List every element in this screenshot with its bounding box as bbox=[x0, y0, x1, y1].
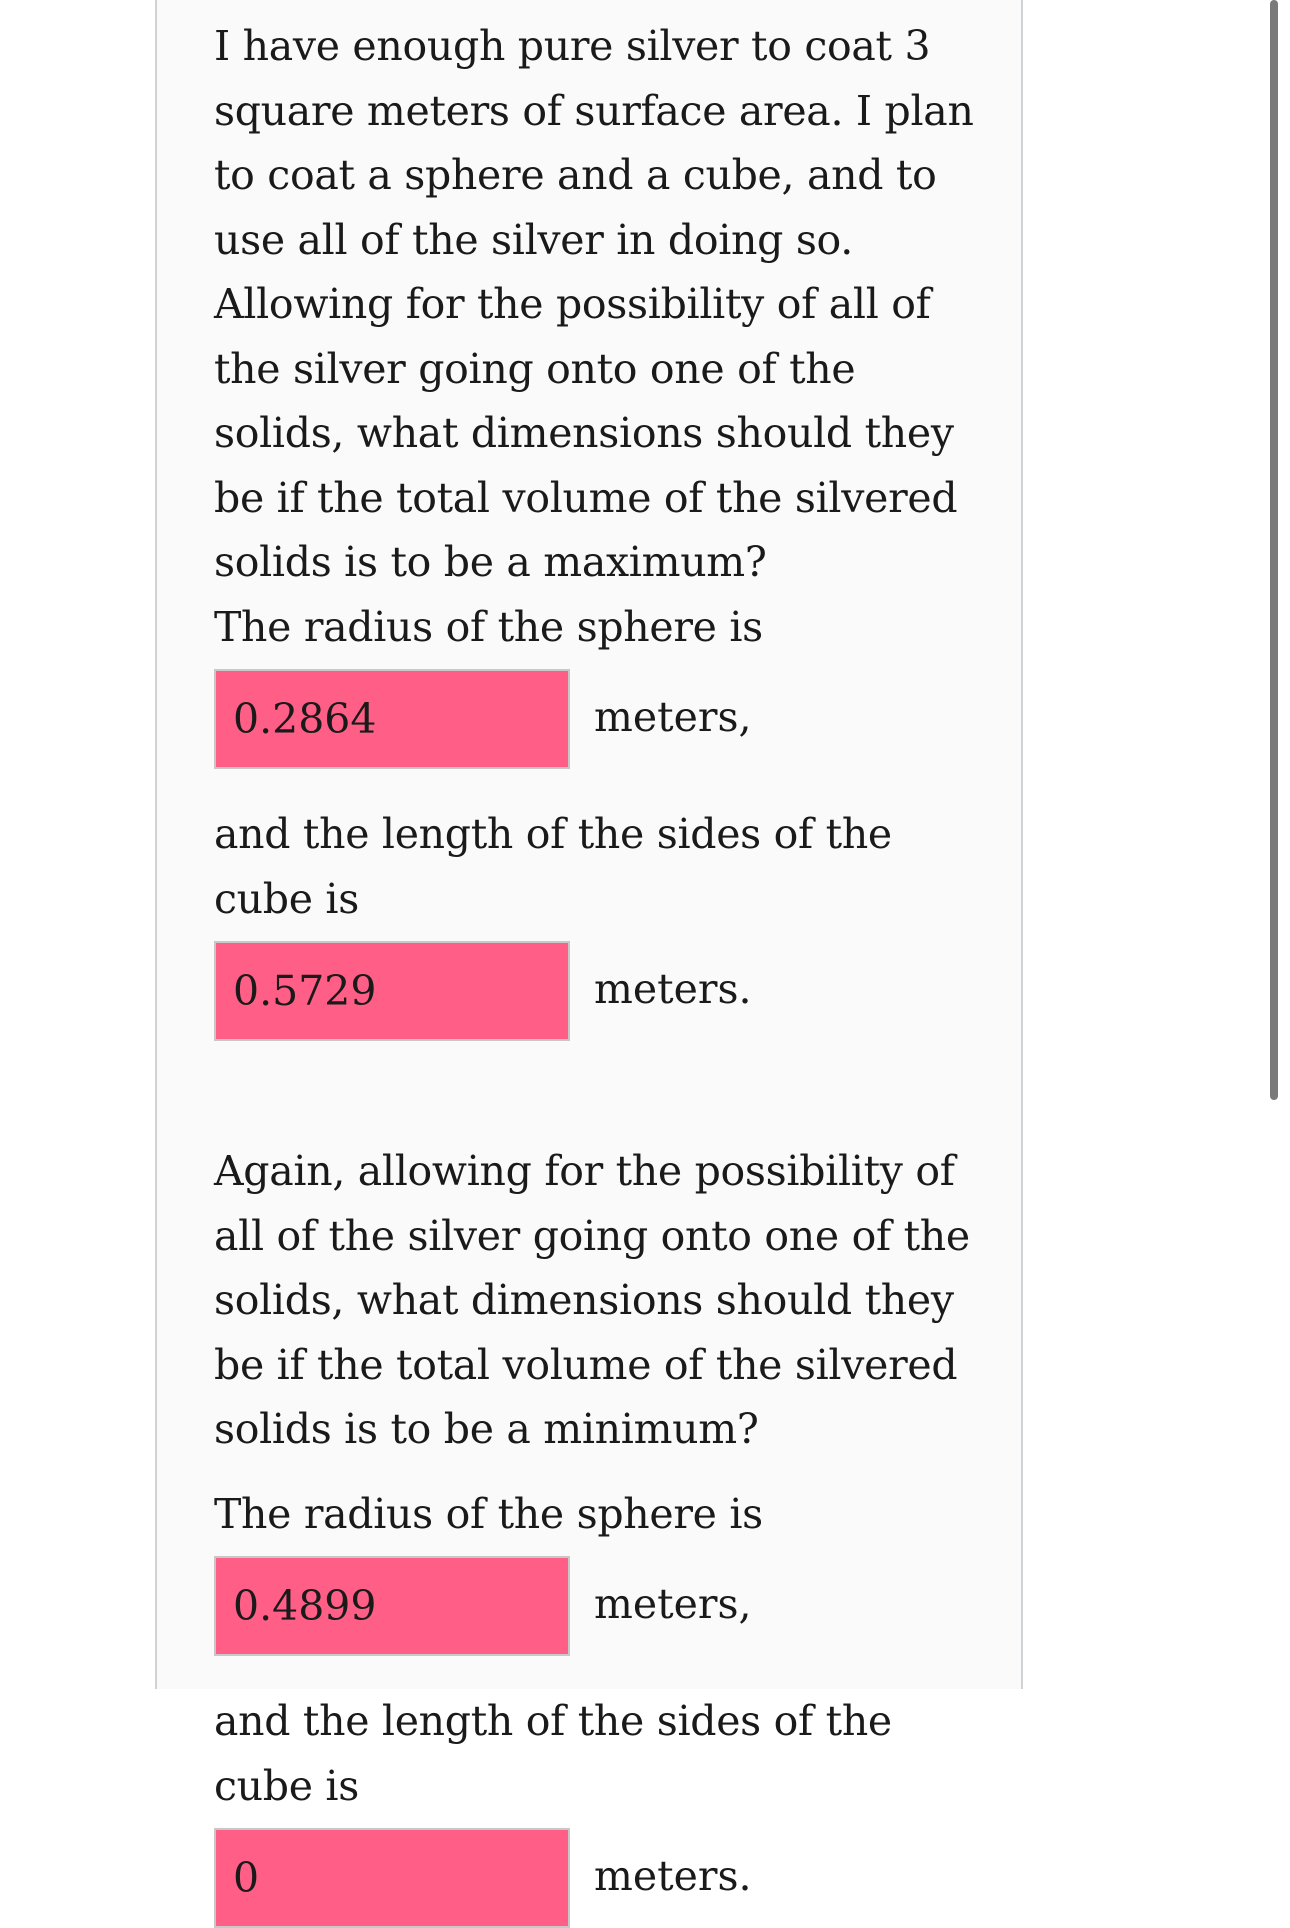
min-side-label: and the length of the sides of the cube is bbox=[214, 1697, 892, 1810]
max-radius-unit: meters, bbox=[594, 693, 752, 741]
page-scrollbar[interactable] bbox=[1270, 0, 1278, 1100]
max-side-row bbox=[214, 941, 984, 1041]
max-side-input[interactable]: 0.5729 bbox=[214, 941, 570, 1041]
question-panel bbox=[155, 0, 1023, 1902]
min-side-input[interactable]: 0 bbox=[214, 1828, 570, 1928]
max-radius-input[interactable]: 0.2864 bbox=[214, 669, 570, 769]
max-radius-row bbox=[214, 669, 984, 769]
question-minimum: Again, allowing for the possibility of all of the silver going onto one of the solids, what dimensions should they be if the total volume of the silvered solids is to be a minimum? bbox=[214, 1147, 970, 1453]
min-radius-input[interactable]: 0.4899 bbox=[214, 1556, 570, 1656]
min-side-unit: meters. bbox=[594, 1852, 752, 1900]
min-radius-unit: meters, bbox=[594, 1580, 752, 1628]
max-radius-label: The radius of the sphere is bbox=[214, 602, 763, 651]
min-radius-label: The radius of the sphere is bbox=[214, 1489, 763, 1538]
min-side-row bbox=[214, 1828, 984, 1928]
question-intro: I have enough pure silver to coat 3 square meters of surface area. I plan to coat a sphere and a cube, and to use all of the silver in doing so. Allowing for the possibility of all of the silver going onto one of the solids, what dimensions should they be if the total volume of the silvered solids is to be a maximum? bbox=[214, 22, 974, 586]
min-radius-row bbox=[214, 1556, 984, 1656]
max-side-unit: meters. bbox=[594, 965, 752, 1013]
max-side-label: and the length of the sides of the cube is bbox=[214, 810, 892, 923]
question-content bbox=[214, 14, 984, 1928]
